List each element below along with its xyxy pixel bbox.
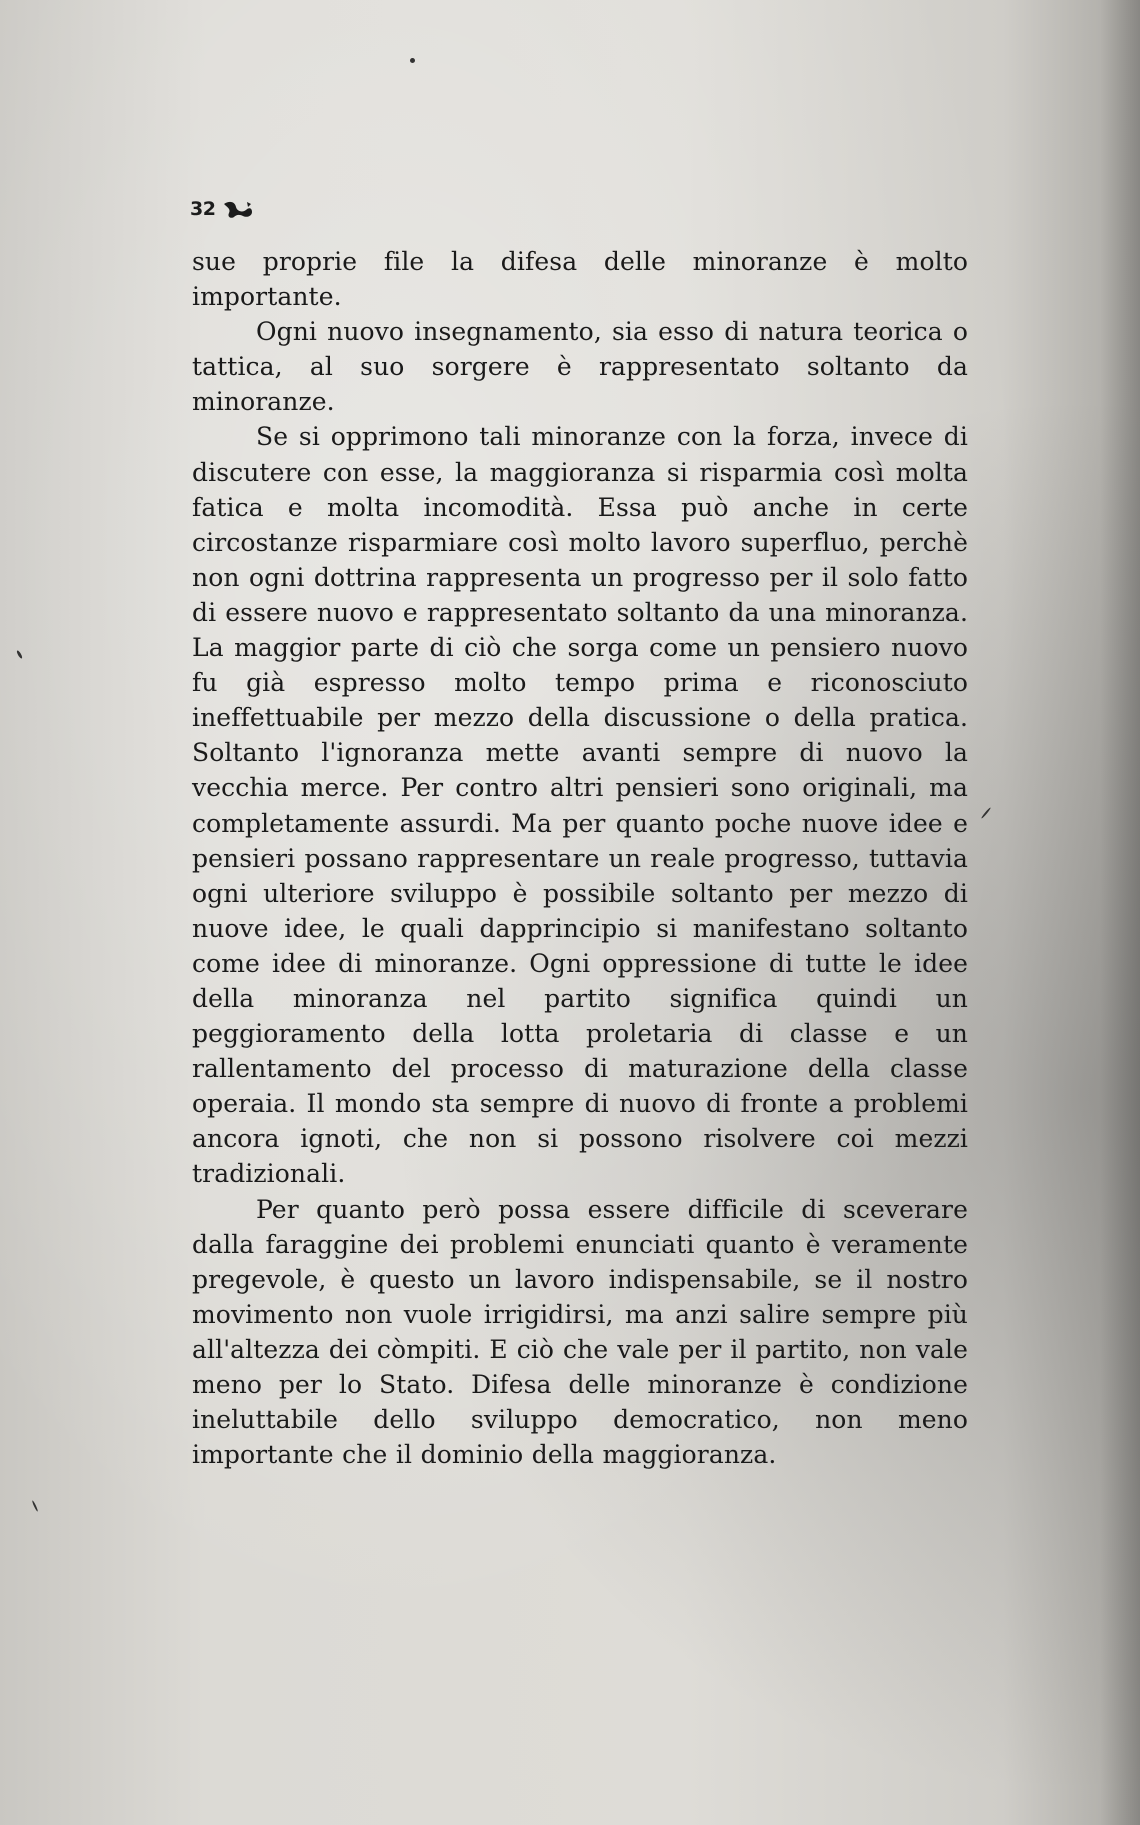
paper-speck [410, 58, 415, 63]
paragraph: sue proprie file la difesa delle minoranze è molto importante. [192, 247, 968, 312]
paragraph: Ogni nuovo insegnamento, sia esso di natura teorica o tattica, al suo sorgere è rappresentato soltanto da minoranze. [192, 317, 968, 417]
page-number: 32 [190, 198, 216, 220]
fleuron-icon [221, 198, 255, 220]
paragraph: Per quanto però possa essere difficile di sceverare dalla faraggine dei problemi enunciati quanto è veramente pregevole, è questo un lavoro indispensabile, se il nostro movimento non vuole irrigidirsi, ma anzi salire sempre più all'altezza dei còmpiti. E ciò che vale per il partito, non vale meno per lo Stato. Difesa delle minoranze è condizione ineluttabile dello sviluppo democratico, non meno importante che il dominio della maggioranza. [192, 1194, 968, 1470]
body-text [192, 244, 968, 1472]
paper-speck [32, 1500, 39, 1512]
paper-speck [981, 807, 992, 819]
page-edge-shadow [1100, 0, 1140, 1825]
paragraph: Se si opprimono tali minoranze con la forza, invece di discutere con esse, la maggioranza si risparmia così molta fatica e molta incomodità. Essa può anche in certe circostanze risparmiare così molto lavoro superfluo, perchè non ogni dottrina rappresenta un progresso per il solo fatto di essere nuovo e rappresentato soltanto da una minoranza. La maggior parte di ciò che sorga come un pensiero nuovo fu già espresso molto tempo prima e riconosciuto ineffettuabile per mezzo della discussione o della pratica. Soltanto l'ignoranza mette avanti sempre di nuovo la vecchia merce. Per contro altri pensieri sono originali, ma completamente assurdi. Ma per quanto poche nuove idee e pensieri possano rappresentare un reale progresso, tuttavia ogni ulteriore sviluppo è possibile soltanto per mezzo di nuove idee, le quali dapprincipio si manifestano soltanto come idee di minoranze. Ogni oppressione di tutte le idee della minoranza nel partito significa quindi un peggioramento della lotta proletaria di classe e un rallentamento del processo di maturazione della classe operaia. Il mondo sta sempre di nuovo di fronte a problemi ancora ignoti, che non si possono risolvere coi mezzi tradizionali. [192, 422, 968, 1189]
paper-speck [16, 650, 23, 659]
page-header [190, 198, 255, 220]
